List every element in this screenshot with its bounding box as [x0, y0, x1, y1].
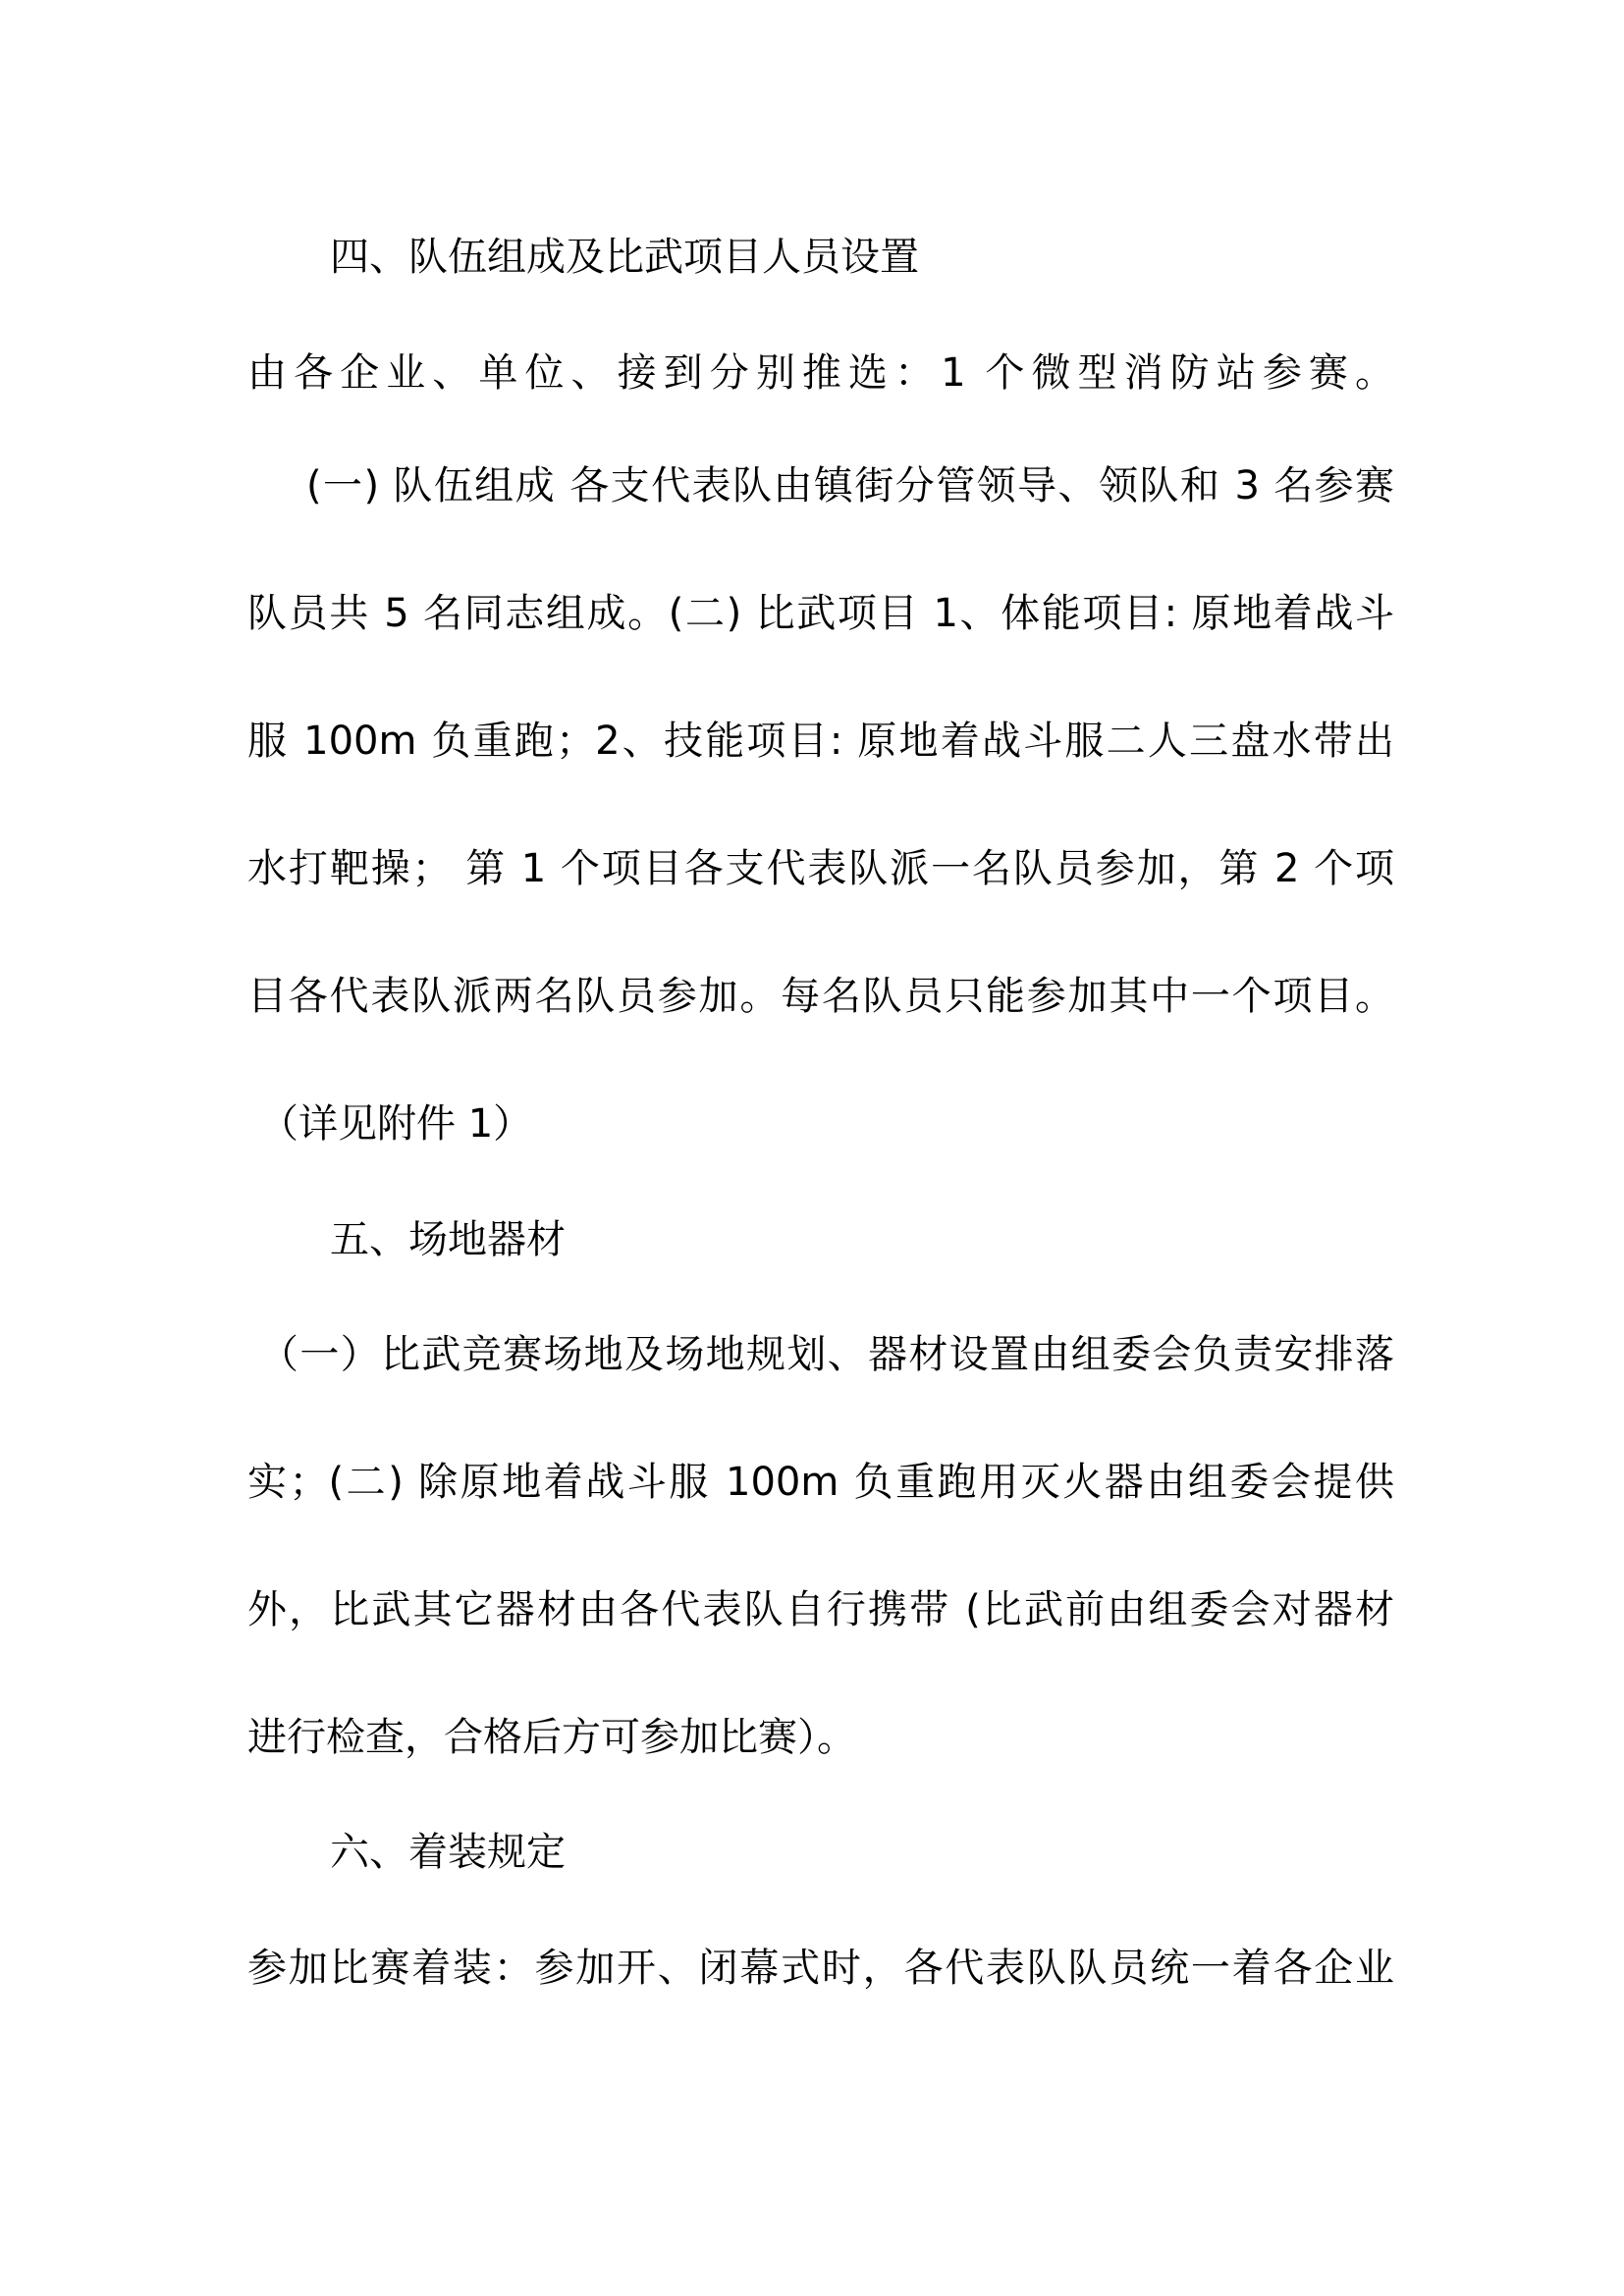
paragraph-line-11: 进行检查，合格后方可参加比赛）。	[247, 1715, 856, 1760]
paragraph-line-8: （一）比武竞赛场地及场地规划、器材设置由组委会负责安排落	[259, 1332, 1394, 1377]
section-heading-five: 五、场地器材	[330, 1217, 566, 1262]
section-heading-six: 六、着装规定	[330, 1830, 566, 1875]
paragraph-line-4: 服 100m 负重跑；2、技能项目: 原地着战斗服二人三盘水带出	[247, 719, 1394, 764]
paragraph-line-1: 由各企业、单位、接到分别推选：1 个微型消防站参赛。	[247, 350, 1394, 396]
paragraph-line-3: 队员共 5 名同志组成。(二) 比武项目 1、体能项目: 原地着战斗	[247, 591, 1394, 636]
paragraph-line-10: 外，比武其它器材由各代表队自行携带 (比武前由组委会对器材	[247, 1587, 1394, 1632]
paragraph-line-6: 目各代表队派两名队员参加。每名队员只能参加其中一个项目。	[247, 974, 1394, 1019]
paragraph-line-12: 参加比赛着装：参加开、闭幕式时，各代表队队员统一着各企业	[247, 1946, 1394, 1991]
paragraph-line-7: （详见附件 1）	[259, 1101, 533, 1147]
paragraph-line-2: (一) 队伍组成 各支代表队由镇街分管领导、领队和 3 名参赛	[306, 463, 1394, 508]
paragraph-line-9: 实；(二) 除原地着战斗服 100m 负重跑用灭火器由组委会提供	[247, 1460, 1394, 1505]
paragraph-line-5: 水打靶操； 第 1 个项目各支代表队派一名队员参加，第 2 个项	[247, 846, 1394, 891]
section-heading-four: 四、队伍组成及比武项目人员设置	[330, 235, 919, 280]
